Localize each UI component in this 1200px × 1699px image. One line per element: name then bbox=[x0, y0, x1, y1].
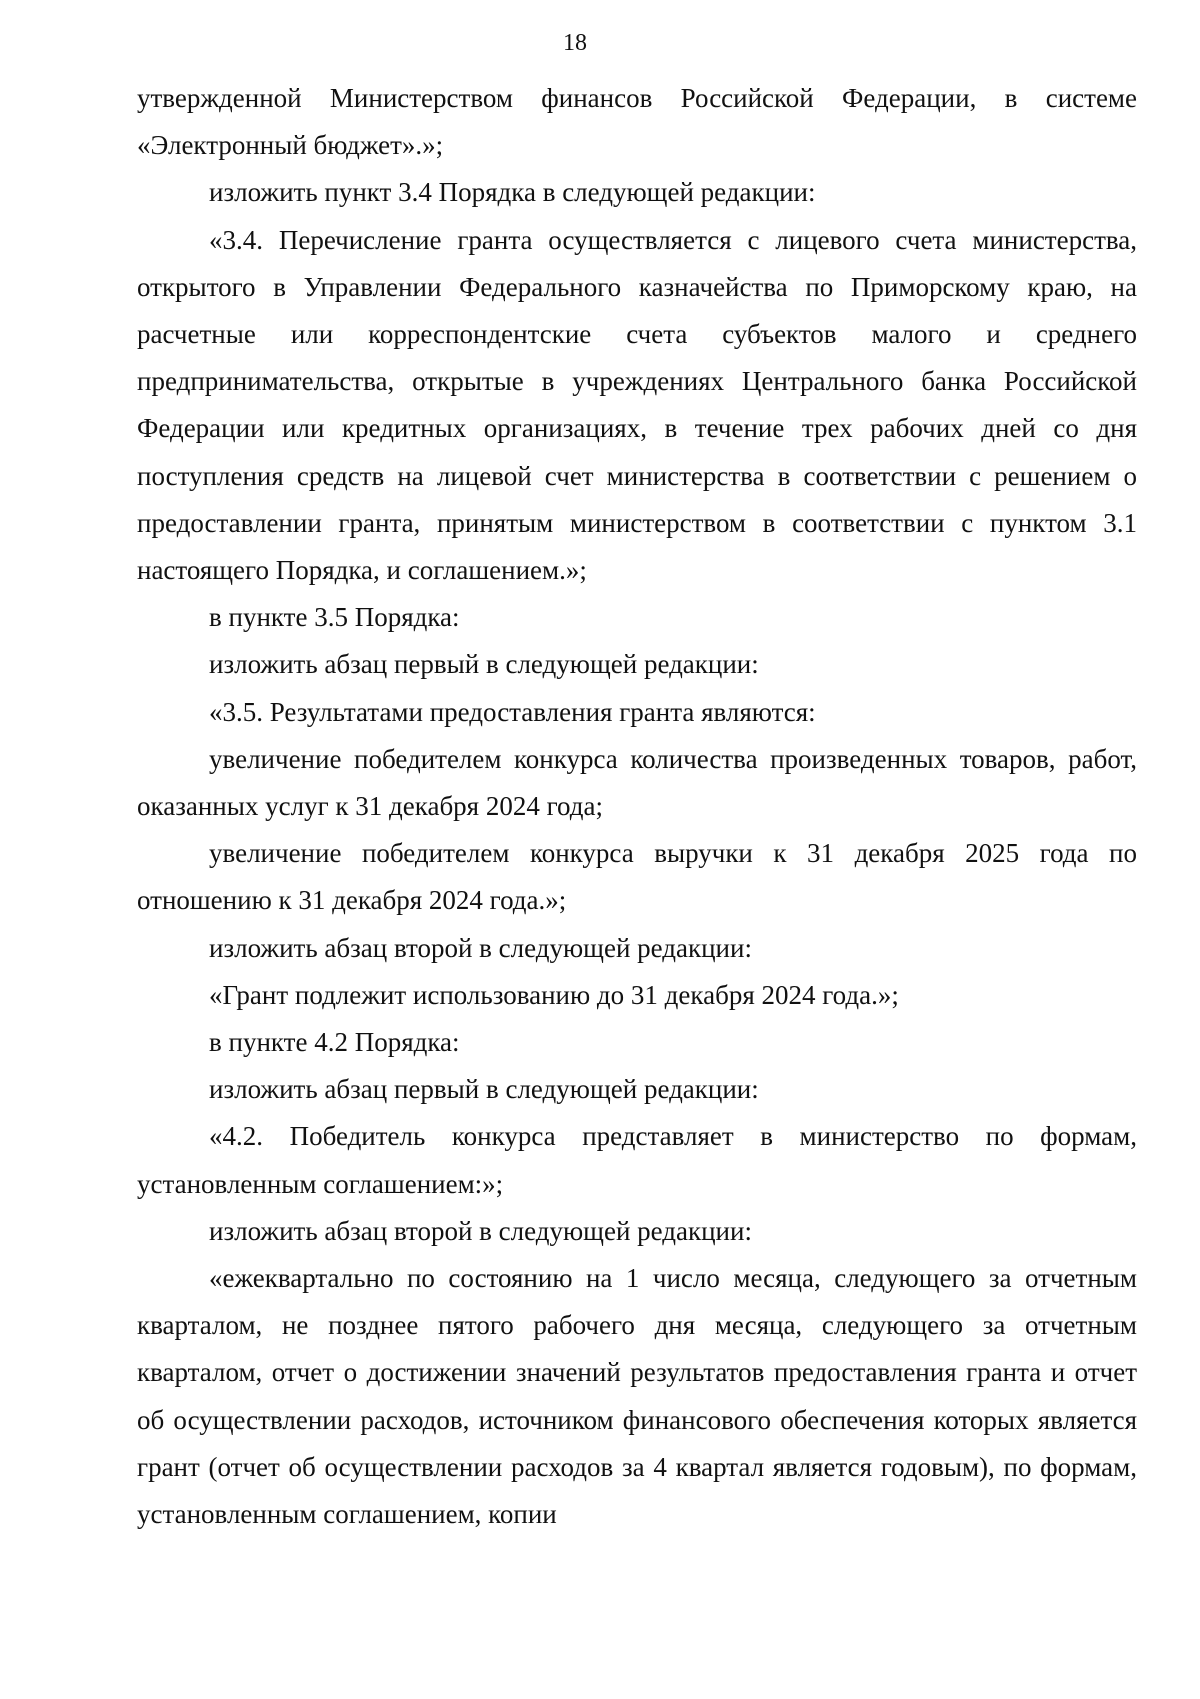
paragraph-instruction: в пункте 4.2 Порядка: bbox=[209, 1027, 460, 1058]
paragraph-result-item: увеличение победителем конкурса выручки к 31 декабря 2025 года по отношению к 31 декабря 2024 года.»; bbox=[137, 838, 1137, 916]
paragraph-clause-3-5: «3.5. Результатами предоставления гранта являются: bbox=[209, 696, 816, 727]
paragraph-result-item: увеличение победителем конкурса количества произведенных товаров, работ, оказанных услуг к 31 декабря 2024 года; bbox=[137, 743, 1137, 822]
paragraph-instruction: изложить абзац второй в следующей редакции: bbox=[209, 1215, 752, 1246]
paragraph-clause-3-4: «3.4. Перечисление гранта осуществляется с лицевого счета министерства, открытого в Управлении Федерального казначейства по Приморскому краю, на расчетные или корреспондентские счета субъектов малого и среднего предпринимательства, открытые в учреждениях Центрального банка Российской Федерации или кредитных организациях, в течение трех рабочих дней со дня поступления средств на лицевой счет министерства в соответствии с решением о предоставлении гранта, принятым министерством в соответствии с пунктом 3.1 настоящего Порядка, и соглашением.»; bbox=[137, 224, 1137, 586]
paragraph-quarterly-report: «ежеквартально по состоянию на 1 число месяца, следующего за отчетным кварталом, не позднее пятого рабочего дня месяца, следующего за отчетным кварталом, отчет о достижении значений результатов предоставления гранта и отчет об осуществлении расходов, источником финансового обеспечения которых является грант (отчет об осуществлении расходов за 4 квартал является годовым), по формам, установленным соглашением, копии bbox=[137, 1263, 1137, 1530]
page-number: 18 bbox=[563, 30, 587, 56]
paragraph-instruction: изложить абзац первый в следующей редакции: bbox=[209, 1074, 759, 1105]
paragraph-clause-4-2: «4.2. Победитель конкурса представляет в министерство по формам, установленным соглашением:»; bbox=[137, 1121, 1137, 1199]
paragraph-instruction: изложить пункт 3.4 Порядка в следующей редакции: bbox=[209, 177, 816, 208]
paragraph-grant-usage: «Грант подлежит использованию до 31 декабря 2024 года.»; bbox=[209, 979, 899, 1010]
paragraph-continuation: утвержденной Министерством финансов Российской Федерации, в системе «Электронный бюджет».»; bbox=[137, 83, 1137, 161]
paragraph-instruction: изложить абзац второй в следующей редакции: bbox=[209, 932, 752, 963]
paragraph-instruction: изложить абзац первый в следующей редакции: bbox=[209, 649, 759, 680]
document-body bbox=[137, 75, 1137, 1538]
paragraph-instruction: в пункте 3.5 Порядка: bbox=[209, 602, 460, 633]
